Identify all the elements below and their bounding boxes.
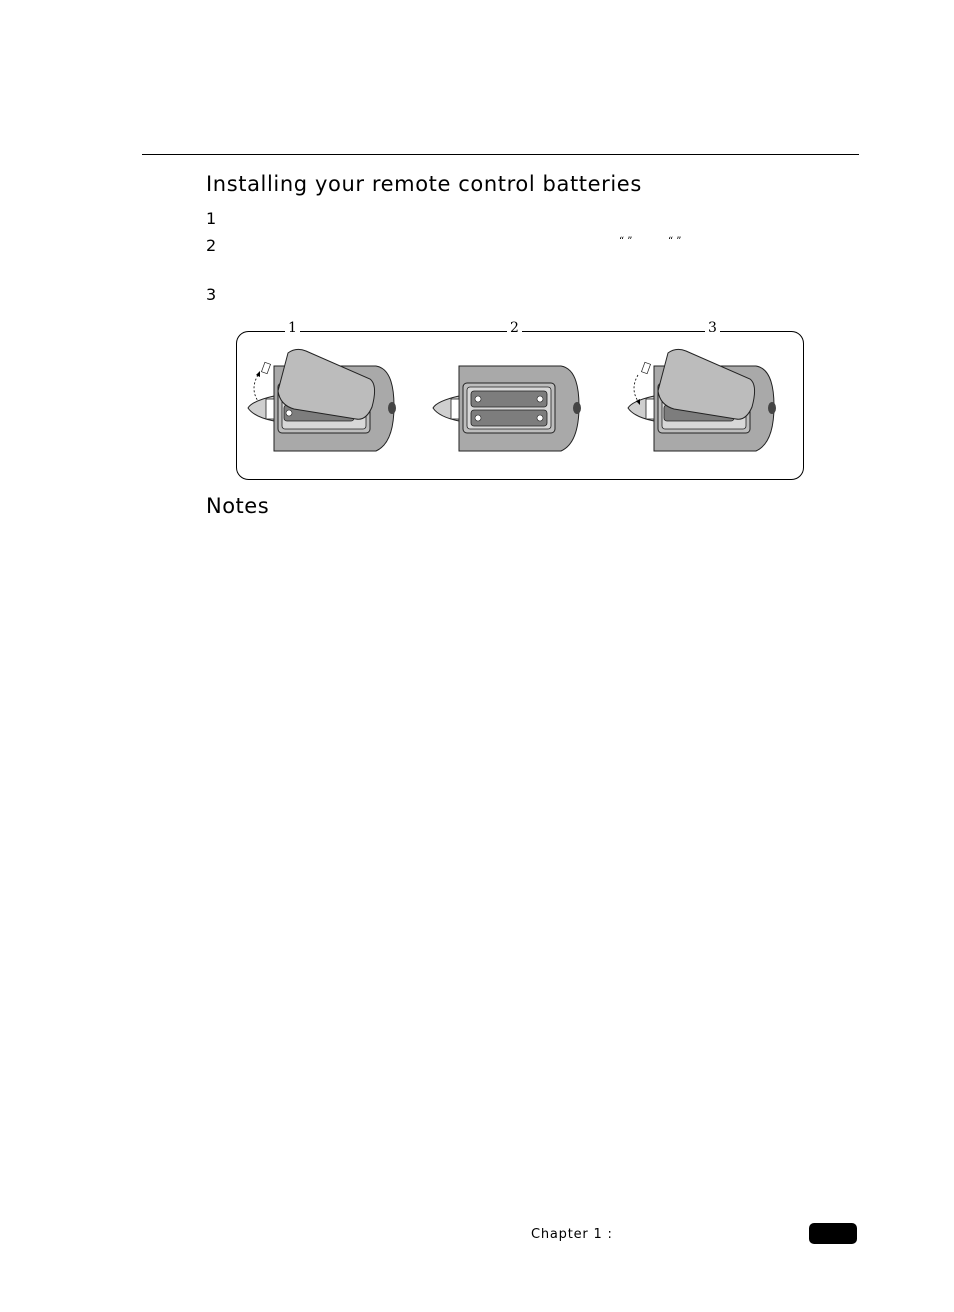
figure-label-1: 1: [285, 319, 300, 337]
footer-chapter: Chapter 1 :: [531, 1227, 613, 1242]
header-rule: [142, 154, 859, 155]
notes-heading: Notes: [206, 494, 270, 518]
step-number-3: 3: [206, 285, 217, 304]
battery-installation-illustration: [236, 331, 804, 480]
quote-marks-2: “ ”: [668, 236, 682, 247]
step-number-2: 2: [206, 236, 217, 255]
figure-label-3: 3: [705, 319, 720, 337]
step-number-1: 1: [206, 209, 217, 228]
quote-marks-1: “ ”: [619, 236, 633, 247]
figure-label-2: 2: [507, 319, 522, 337]
page-number-badge: [809, 1223, 857, 1244]
section-title: Installing your remote control batteries: [206, 172, 642, 196]
